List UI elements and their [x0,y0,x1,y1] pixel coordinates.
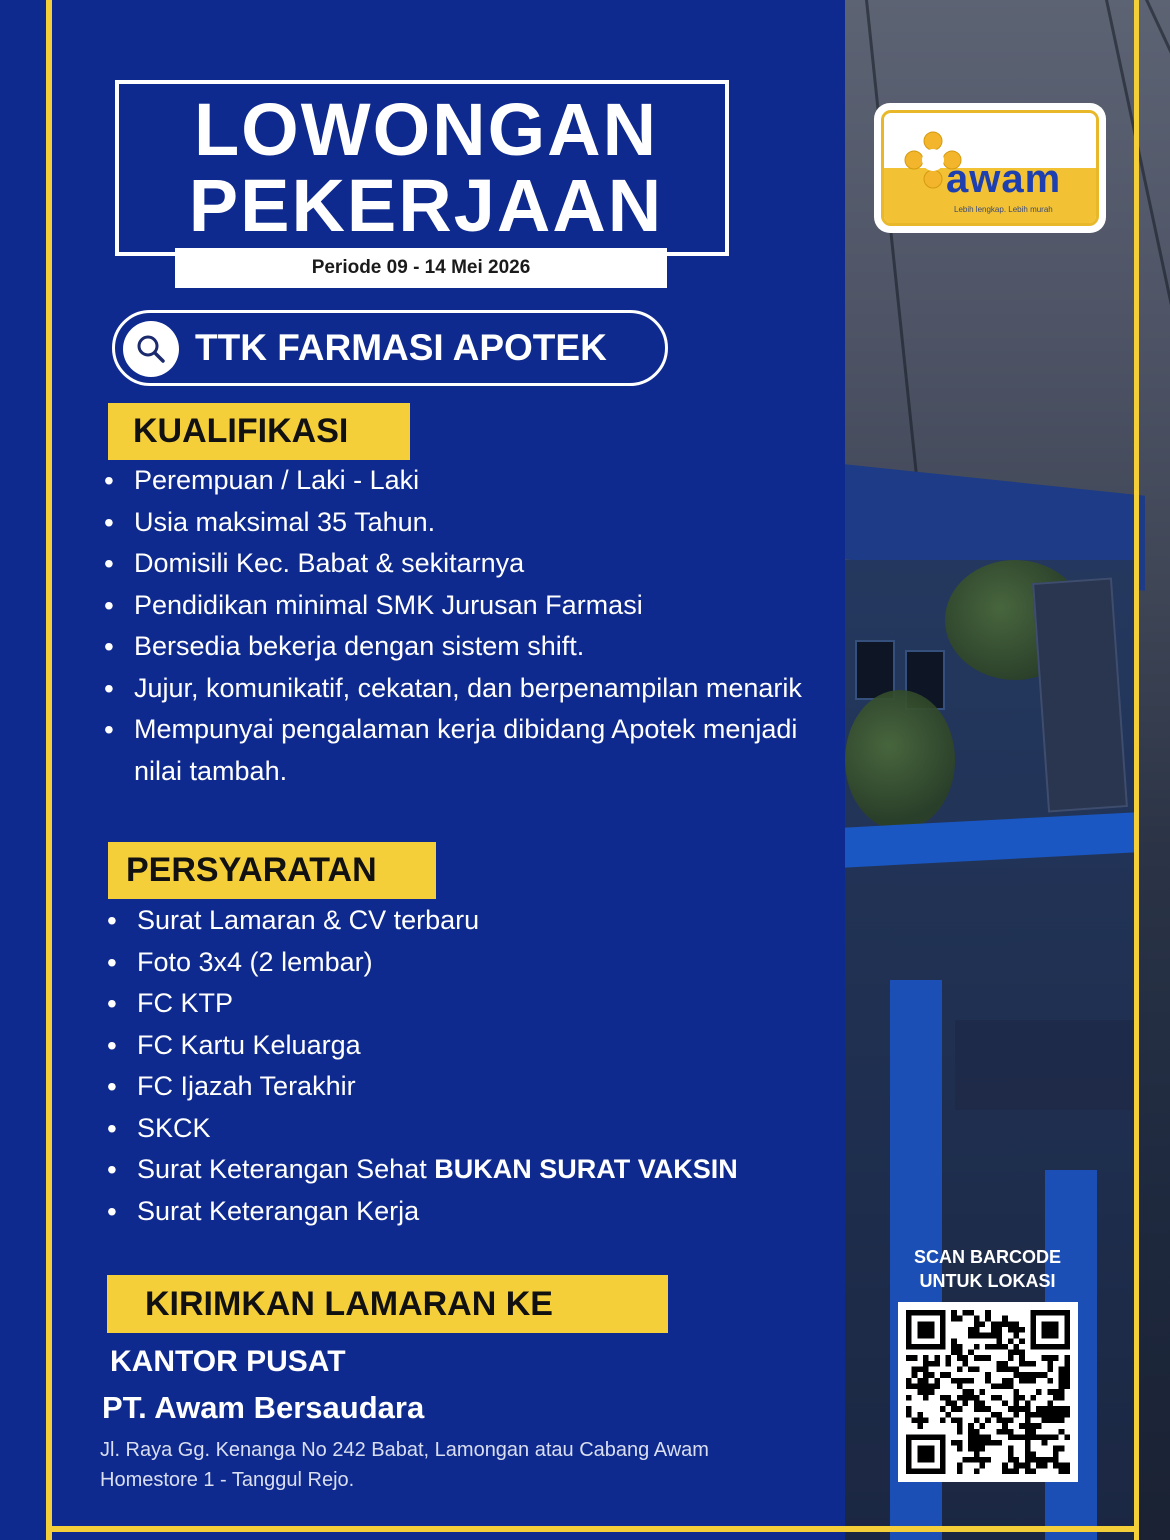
list-item: • Foto 3x4 (2 lembar) [107,942,807,984]
list-item: • Bersedia bekerja dengan sistem shift. [104,626,804,668]
qr-caption [890,1245,1085,1293]
title-box [115,80,729,256]
section-label-kualifikasi: KUALIFIKASI [108,403,410,460]
accent-border-left [46,0,52,1540]
qr-code[interactable] [898,1302,1078,1482]
store-sign [955,1020,1135,1110]
list-item: • FC Kartu Keluarga [107,1025,807,1067]
office-label: KANTOR PUSAT [110,1345,346,1378]
title-line-1: LOWONGAN [193,88,659,171]
list-item: • FC Ijazah Terakhir [107,1066,807,1108]
logo-tagline: Lebih lengkap. Lebih murah [954,205,1053,214]
list-item-text: Surat Keterangan Sehat [137,1154,427,1184]
list-item: • Pendidikan minimal SMK Jurusan Farmasi [104,585,804,627]
section-label-send: KIRIMKAN LAMARAN KE [107,1275,668,1333]
list-item: • Surat Lamaran & CV terbaru [107,900,807,942]
section-label-persyaratan: PERSYARATAN [108,842,436,899]
store-sign-vertical [1032,577,1128,812]
qr-caption-line-1: SCAN BARCODE [913,1247,1061,1267]
accent-border-right [1134,0,1139,1540]
list-item: • SKCK [107,1108,807,1150]
job-title: TTK FARMASI APOTEK [195,327,607,368]
list-item [107,1149,807,1191]
logo-wordmark: awam [946,157,1062,201]
awam-logo [874,103,1106,233]
list-item: • Jujur, komunikatif, cekatan, dan berpenampilan menarik [104,668,804,710]
list-item: • FC KTP [107,983,807,1025]
qr-caption-line-2: UNTUK LOKASI [919,1271,1056,1291]
job-title-pill [112,310,668,386]
address-text: Jl. Raya Gg. Kenanga No 242 Babat, Lamongan atau Cabang Awam Homestore 1 - Tanggul Rejo. [100,1439,709,1491]
company-name: PT. Awam Bersaudara [102,1390,425,1425]
search-icon [123,321,179,377]
list-item-emphasis: BUKAN SURAT VAKSIN [434,1154,738,1184]
list-item: • Domisili Kec. Babat & sekitarnya [104,543,804,585]
list-item: • Mempunyai pengalaman kerja dibidang Apotek menjadi nilai tambah. [104,709,804,792]
accent-border-bottom [46,1526,1139,1532]
period-label: Periode 09 - 14 Mei 2026 [175,248,667,288]
title-line-2: PEKERJAAN [188,164,664,247]
list-item: • Surat Keterangan Kerja [107,1191,807,1233]
list-item: • Usia maksimal 35 Tahun. [104,502,804,544]
kualifikasi-list [104,460,804,792]
persyaratan-list [107,900,807,1232]
list-item: • Perempuan / Laki - Laki [104,460,804,502]
